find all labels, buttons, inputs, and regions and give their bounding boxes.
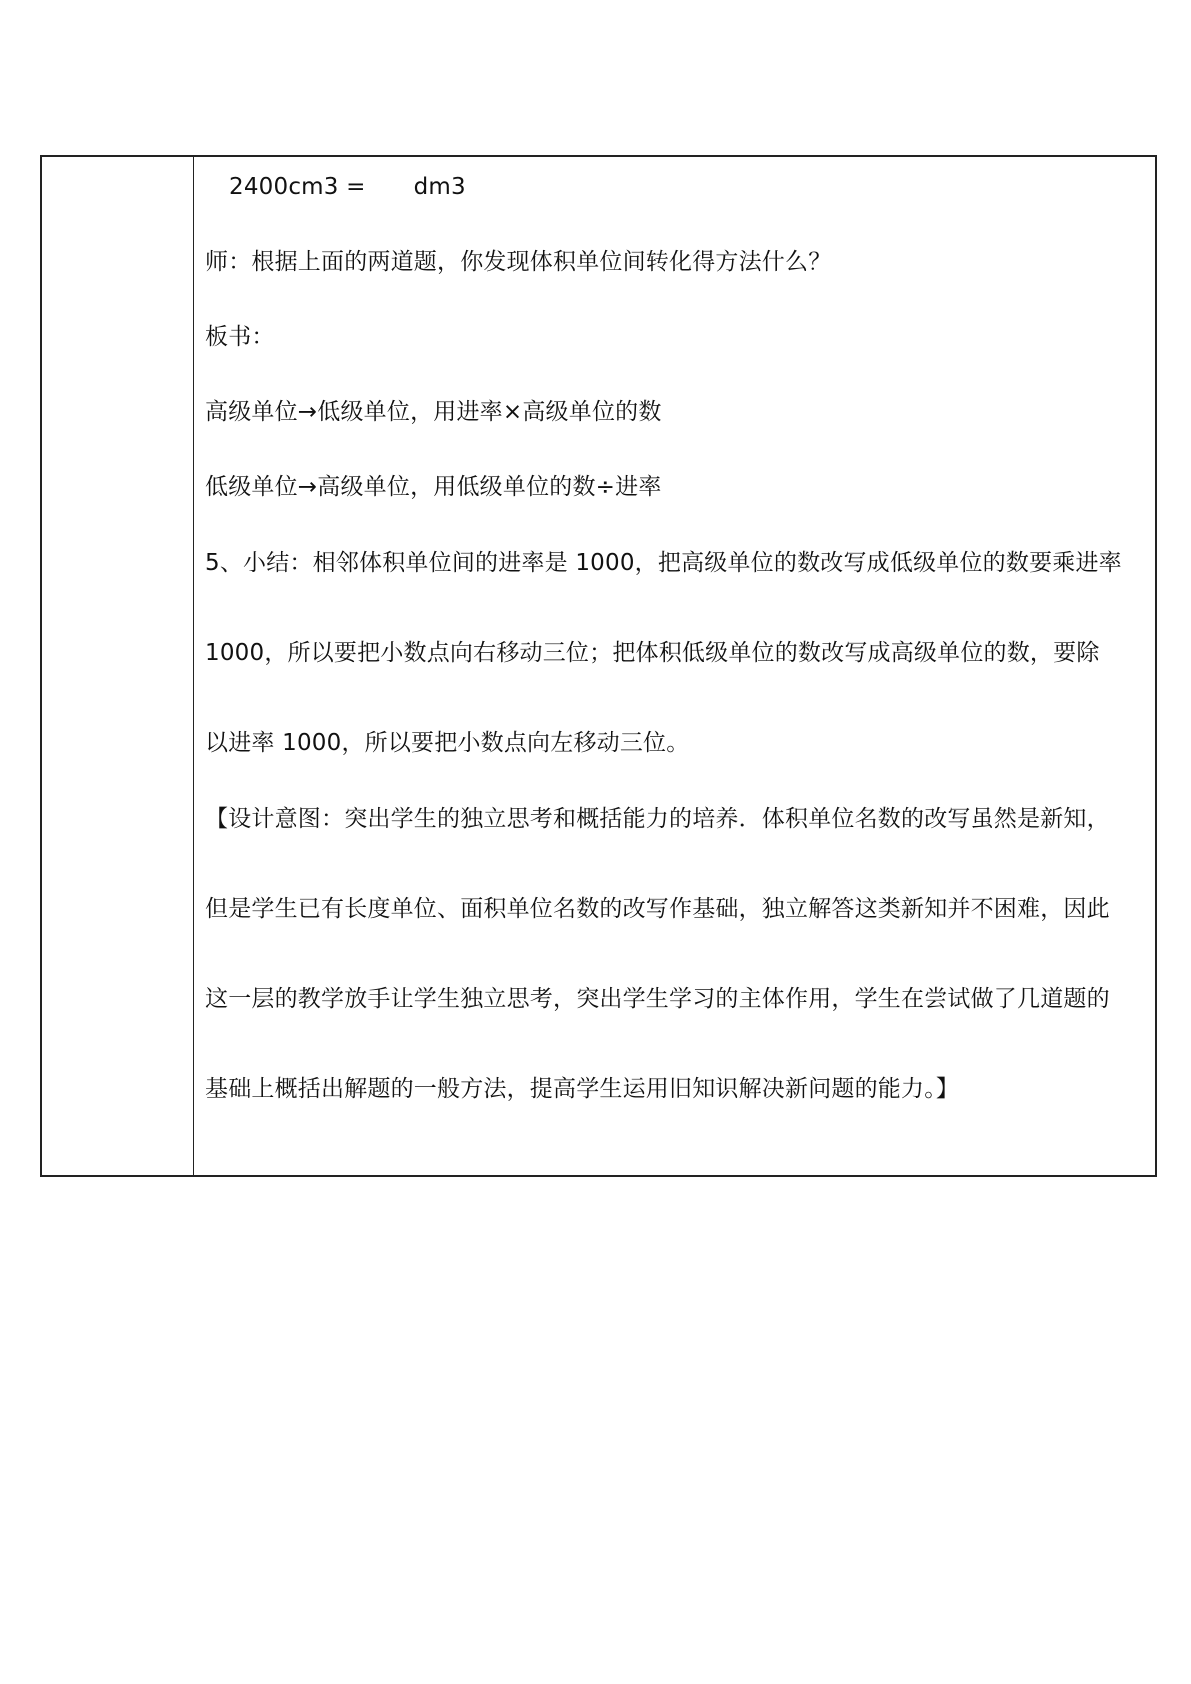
rule-low-to-high: 低级单位→高级单位，用低级单位的数÷进率 xyxy=(205,474,662,500)
equation-left: 2400cm3 = xyxy=(229,174,366,200)
table-content-cell xyxy=(194,157,1155,1175)
lesson-table xyxy=(40,155,1157,1177)
table-left-column xyxy=(42,157,194,1175)
summary-line-1: 5、小结：相邻体积单位间的进率是 1000，把高级单位的数改写成低级单位的数要乘进率 xyxy=(205,550,1122,576)
design-intent-line-1: 【设计意图：突出学生的独立思考和概括能力的培养．体积单位名数的改写虽然是新知， xyxy=(205,806,1110,832)
conversion-equation xyxy=(229,172,466,202)
design-intent-line-4: 基础上概括出解题的一般方法，提高学生运用旧知识解决新问题的能力。】 xyxy=(205,1076,960,1102)
equation-right: dm3 xyxy=(413,174,466,200)
teacher-question: 师：根据上面的两道题，你发现体积单位间转化得方法什么？ xyxy=(205,249,832,275)
rule-high-to-low: 高级单位→低级单位，用进率×高级单位的数 xyxy=(205,399,662,425)
design-intent-line-2: 但是学生已有长度单位、面积单位名数的改写作基础，独立解答这类新知并不困难，因此 xyxy=(205,896,1110,922)
design-intent-line-3: 这一层的教学放手让学生独立思考，突出学生学习的主体作用，学生在尝试做了几道题的 xyxy=(205,986,1110,1012)
summary-line-2: 1000，所以要把小数点向右移动三位；把体积低级单位的数改写成高级单位的数，要除 xyxy=(205,640,1100,666)
summary-line-3: 以进率 1000，所以要把小数点向左移动三位。 xyxy=(205,730,690,756)
blackboard-label: 板书： xyxy=(205,324,275,350)
